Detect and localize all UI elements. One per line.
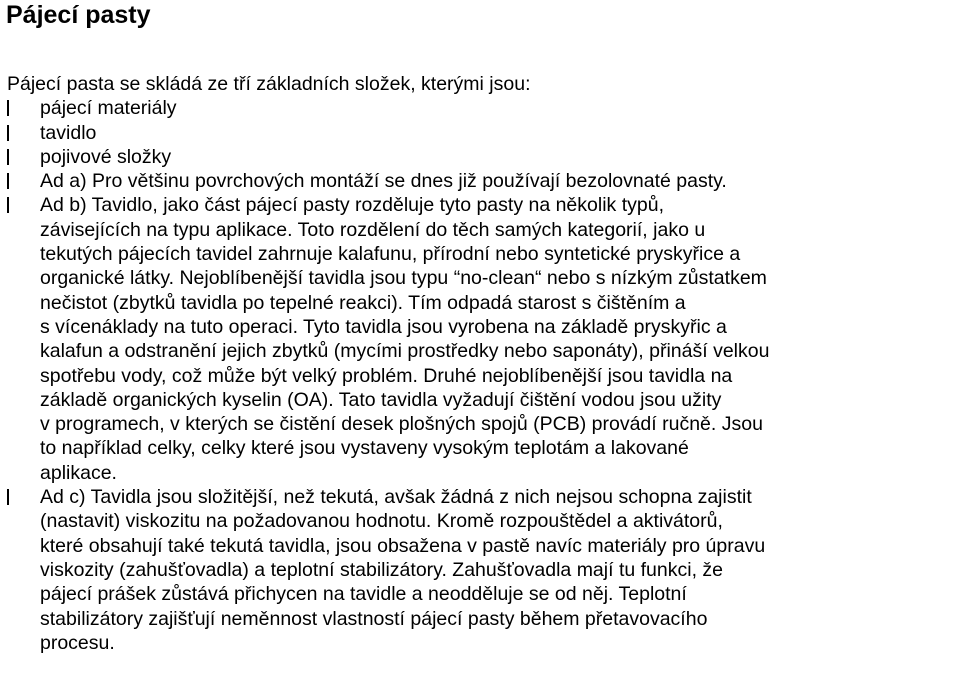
paragraph-line: kalafun a odstranění jejich zbytků (mycími prostředky nebo saponáty), přináší velkou bbox=[40, 340, 770, 363]
paragraph-line: nečistot (zbytků tavidla po tepelné reakci). Tím odpadá starost s čištěním a bbox=[40, 291, 686, 314]
list-item-text: tavidlo bbox=[40, 121, 97, 144]
list-item-text: pájecí materiály bbox=[40, 97, 177, 120]
bullet-marker-icon bbox=[7, 149, 9, 165]
bullet-marker-icon bbox=[7, 173, 9, 189]
paragraph-line: tekutých pájecích tavidel zahrnuje kalafunu, přírodní nebo syntetické pryskyřice a bbox=[40, 243, 741, 266]
bullet-marker-icon bbox=[7, 100, 9, 116]
slide-content bbox=[7, 72, 959, 655]
list-item bbox=[7, 96, 959, 120]
list-item bbox=[7, 193, 959, 485]
paragraph-line: základě organických kyselin (OA). Tato tavidla vyžadují čištění vodou jsou užity bbox=[40, 388, 722, 411]
paragraph-line: Ad c) Tavidla jsou složitější, než tekutá, avšak žádná z nich nejsou schopna zajistit bbox=[40, 486, 752, 509]
bullet-list bbox=[7, 96, 959, 655]
page-title: Pájecí pasty bbox=[6, 1, 151, 29]
bullet-marker-icon bbox=[7, 125, 9, 141]
list-item-text: pojivové složky bbox=[40, 145, 172, 168]
paragraph-line: pájecí prášek zůstává přichycen na tavidle a neodděluje se od něj. Teplotní bbox=[40, 583, 687, 606]
paragraph-line: stabilizátory zajišťují neměnnost vlastností pájecí pasty během přetavovacího bbox=[40, 607, 708, 630]
paragraph-line: aplikace. bbox=[40, 461, 117, 484]
list-item bbox=[7, 485, 959, 655]
list-item-text: Ad a) Pro většinu povrchových montáží se dnes již používají bezolovnaté pasty. bbox=[40, 170, 727, 193]
list-item bbox=[7, 145, 959, 169]
paragraph-line: spotřebu vody, což může být velký problém. Druhé nejoblíbenější jsou tavidla na bbox=[40, 364, 733, 387]
paragraph-line: závisejících na typu aplikace. Toto rozdělení do těch samých kategorií, jako u bbox=[40, 218, 706, 241]
paragraph-line: které obsahují také tekutá tavidla, jsou obsažena v pastě navíc materiály pro úpravu bbox=[40, 534, 766, 557]
paragraph-line: organické látky. Nejoblíbenější tavidla jsou typu “no-clean“ nebo s nízkým zůstatkem bbox=[40, 267, 767, 290]
list-item bbox=[7, 169, 959, 193]
bullet-marker-icon bbox=[7, 197, 9, 213]
paragraph-line: s vícenáklady na tuto operaci. Tyto tavidla jsou vyrobena na základě pryskyřic a bbox=[40, 315, 727, 338]
paragraph-line: to například celky, celky které jsou vystaveny vysokým teplotám a lakované bbox=[40, 437, 689, 460]
paragraph-line: procesu. bbox=[40, 631, 115, 654]
intro-text: Pájecí pasta se skládá ze tří základních složek, kterými jsou: bbox=[7, 73, 531, 95]
paragraph-line: Ad b) Tavidlo, jako část pájecí pasty rozděluje tyto pasty na několik typů, bbox=[40, 194, 664, 217]
paragraph-line: viskozity (zahušťovadla) a teplotní stabilizátory. Zahušťovadla mají tu funkci, že bbox=[40, 558, 723, 581]
paragraph-line: (nastavit) viskozitu na požadovanou hodnotu. Kromě rozpouštědel a aktivátorů, bbox=[40, 510, 723, 533]
bullet-marker-icon bbox=[7, 489, 9, 505]
paragraph-line: v programech, v kterých se čistění desek plošných spojů (PCB) provádí ručně. Jsou bbox=[40, 413, 763, 436]
list-item bbox=[7, 121, 959, 145]
